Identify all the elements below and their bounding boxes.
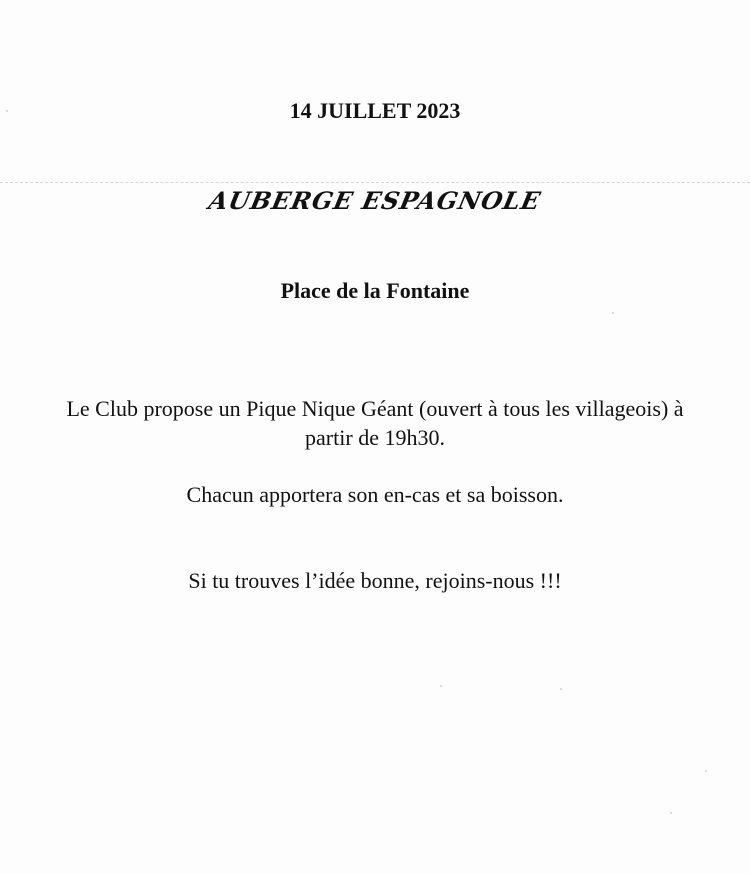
venue-name: AUBERGE ESPAGNOLE <box>206 186 544 215</box>
event-description: Le Club propose un Pique Nique Géant (ouvert à tous les villageois) à partir de 19h30. <box>66 396 684 450</box>
fold-line <box>0 182 750 183</box>
invitation-line: Si tu trouves l’idée bonne, rejoins-nous !!! <box>188 568 562 593</box>
bring-food-note: Chacun apportera son en-cas et sa boisson. <box>186 482 564 507</box>
scan-speck <box>440 685 442 687</box>
event-date: 14 JUILLET 2023 <box>289 98 461 123</box>
scan-speck <box>705 770 707 772</box>
scan-speck <box>670 812 672 814</box>
scan-speck <box>6 110 8 112</box>
scan-speck <box>612 312 614 314</box>
scan-speck <box>560 688 562 690</box>
venue-place: Place de la Fontaine <box>280 278 470 303</box>
